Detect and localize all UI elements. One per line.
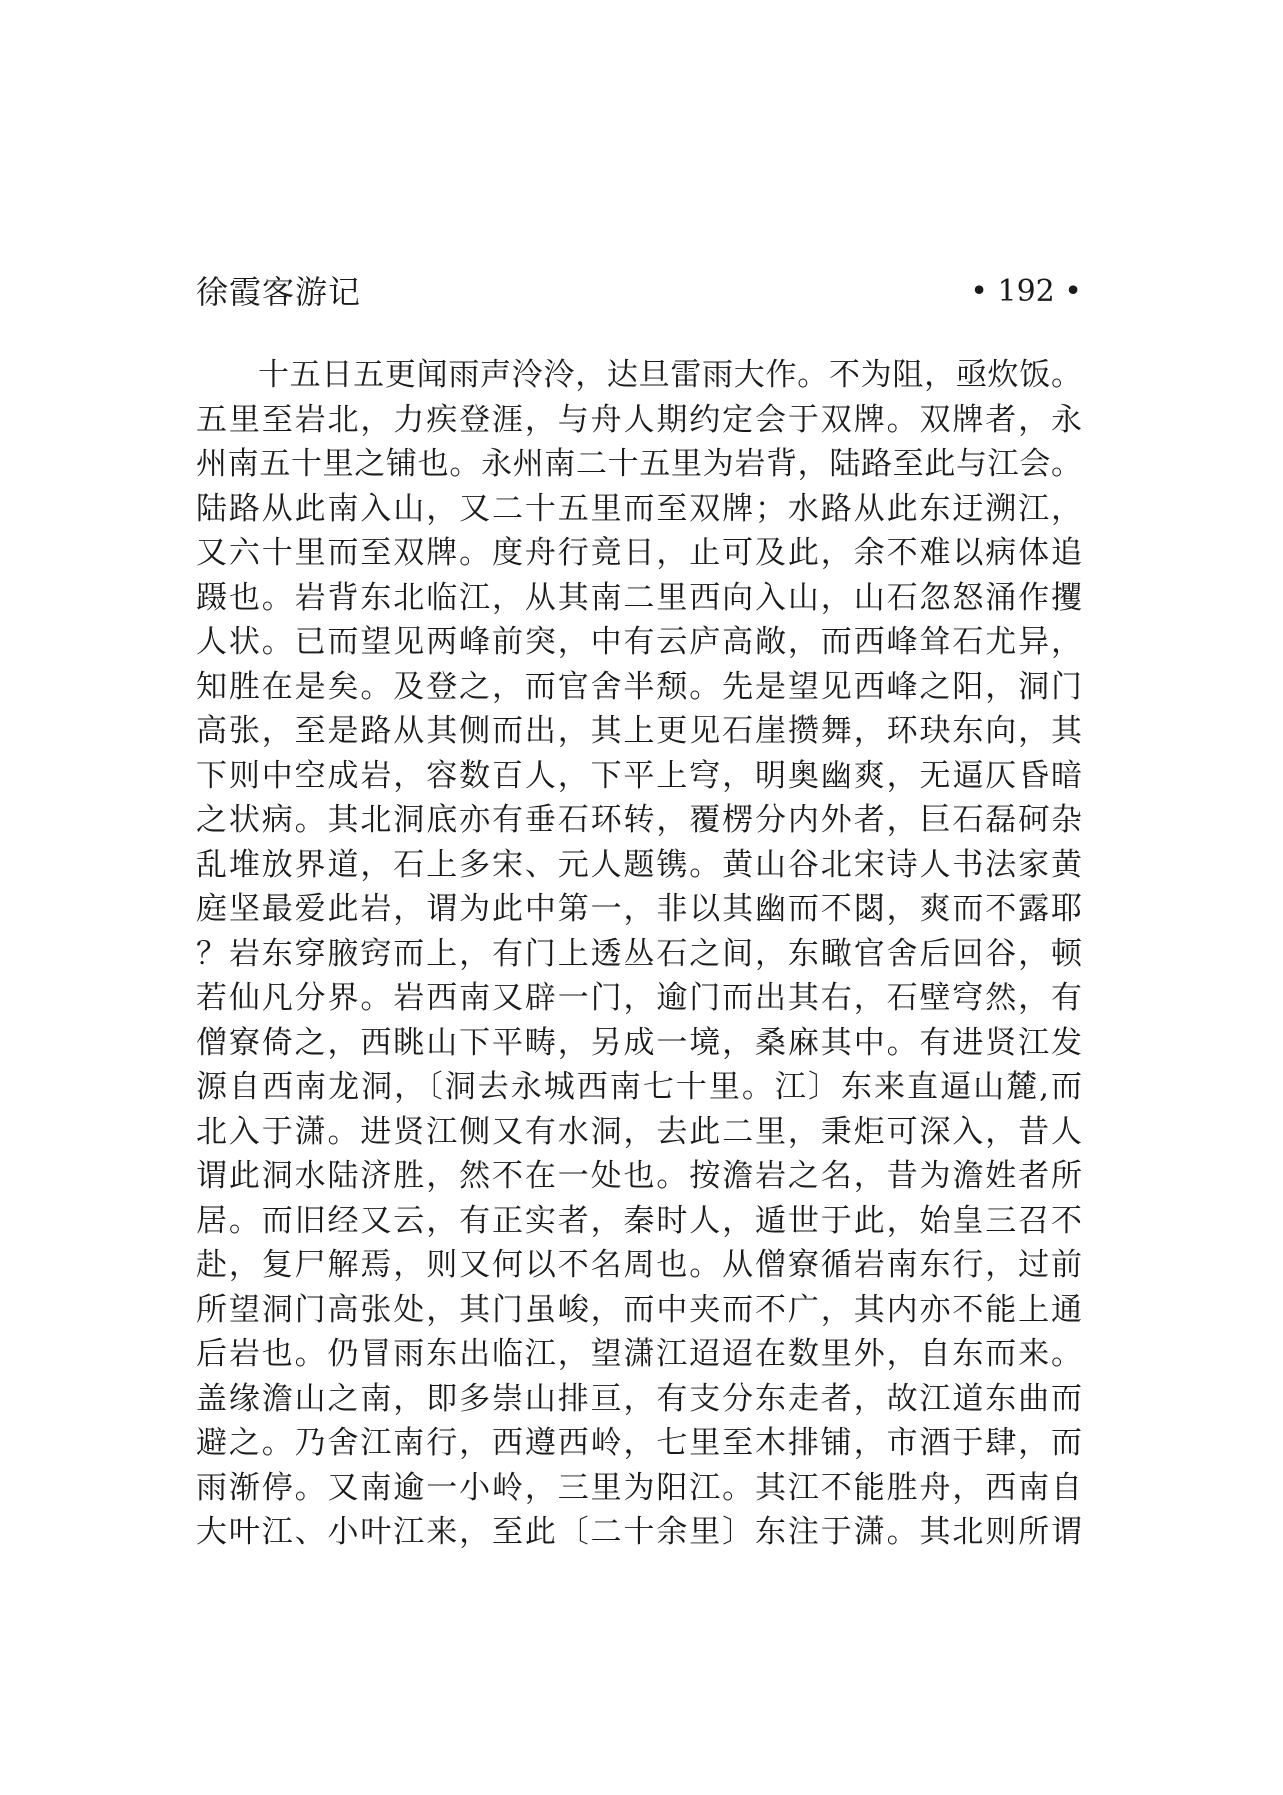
text-line: 所望洞门高张处，其门虽峻，而中夹而不广，其内亦不能上通: [196, 1291, 1082, 1328]
page-number: • 192 •: [970, 274, 1082, 309]
text-line: 源自西南龙洞，〔洞去永城西南七十里。江〕东来直逼山麓,而: [196, 1069, 1082, 1105]
book-title: 徐霞客游记: [196, 273, 362, 311]
text-line: ？岩东穿腋窍而上，有门上透丛石之间，东瞰官舍后回谷，顿: [196, 935, 1082, 972]
text-line: 避之。乃舍江南行，西遵西岭，七里至木排铺，市酒于肆，而: [196, 1425, 1082, 1461]
text-line: 僧寮倚之，西眺山下平畴，另成一境，桑麻其中。有进贤江发: [196, 1024, 1082, 1061]
text-line: 庭坚最爱此岩，谓为此中第一，非以其幽而不閟，爽而不露耶: [196, 891, 1082, 927]
text-line: 谓此洞水陆济胜，然不在一处也。按澹岩之名，昔为澹姓者所: [196, 1158, 1082, 1194]
body-text: [196, 353, 1082, 1555]
text-line: 十五日五更闻雨声泠泠，达旦雷雨大作。不为阻，亟炊饭。: [258, 357, 1082, 393]
text-line: 蹑也。岩背东北临江，从其南二里西向入山，山石忽怒涌作攫: [196, 579, 1082, 616]
text-line: 后岩也。仍冒雨东出临江，望潇江迢迢在数里外，自东而来。: [196, 1336, 1082, 1372]
text-line: 北入于潇。进贤江侧又有水洞，去此二里，秉炬可深入，昔人: [196, 1113, 1082, 1150]
text-line: 五里至岩北，力疾登涯，与舟人期约定会于双牌。双牌者，永: [196, 401, 1082, 438]
text-line: 居。而旧经又云，有正实者，秦时人，遁世于此，始皇三召不: [196, 1202, 1082, 1239]
text-line: 乱堆放界道，石上多宋、元人题镌。黄山谷北宋诗人书法家黄: [196, 846, 1082, 883]
text-line: 若仙凡分界。岩西南又辟一门，逾门而出其右，石壁穹然，有: [196, 980, 1082, 1016]
text-line: 大叶江、小叶江来，至此〔二十余里〕东注于潇。其北则所谓: [196, 1514, 1082, 1550]
text-line: 盖缘澹山之南，即多崇山排亘，有支分东走者，故江道东曲而: [196, 1380, 1082, 1417]
text-line: 州南五十里之铺也。永州南二十五里为岩背，陆路至此与江会。: [196, 446, 1082, 482]
text-line: 雨渐停。又南逾一小岭，三里为阳江。其江不能胜舟，西南自: [196, 1469, 1082, 1506]
text-line: 陆路从此南入山，又二十五里而至双牌；水路从此东迂溯江，: [196, 490, 1082, 527]
text-line: 之状病。其北洞底亦有垂石环转，覆楞分内外者，巨石磊砢杂: [196, 802, 1082, 838]
text-line: 人状。已而望见两峰前突，中有云庐高敞，而西峰耸石尤异，: [196, 624, 1082, 660]
text-line: 赴，复尸解焉，则又何以不名周也。从僧寮循岩南东行，过前: [196, 1247, 1082, 1283]
page-header: [196, 268, 1082, 316]
text-line: 知胜在是矣。及登之，而官舍半颓。先是望见西峰之阳，洞门: [196, 668, 1082, 705]
text-line: 高张，至是路从其侧而出，其上更见石崖攒舞，环玦东向，其: [196, 713, 1082, 749]
text-line: 又六十里而至双牌。度舟行竟日，止可及此，余不难以病体追: [196, 535, 1082, 571]
text-line: 下则中空成岩，容数百人，下平上穹，明奥幽爽，无逼仄昏暗: [196, 757, 1082, 794]
